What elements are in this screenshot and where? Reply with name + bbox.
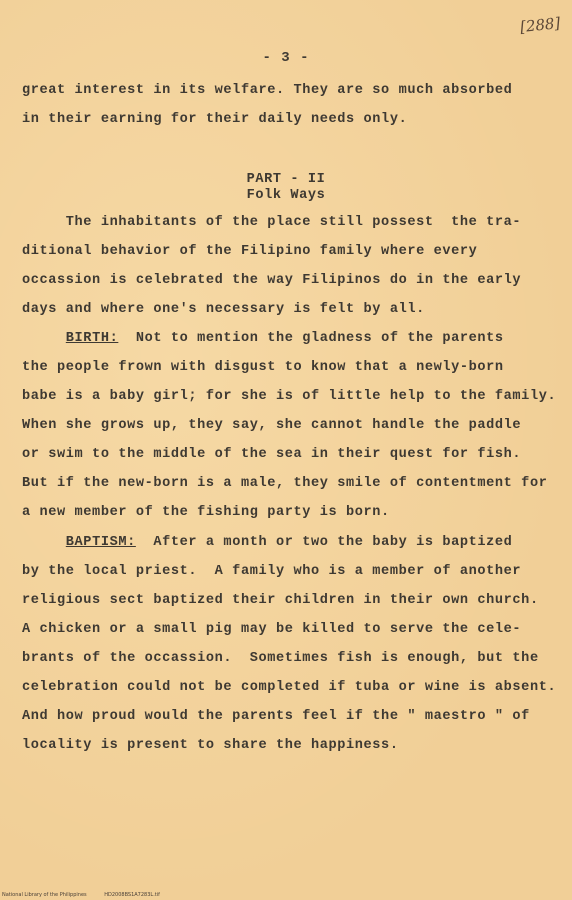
page-number: - 3 - [262,50,310,66]
paragraph-line: And how proud would the parents feel if the " maestro " of [22,709,530,724]
paragraph-line: A chicken or a small pig may be killed to serve the cele- [22,622,522,637]
intro-line: in their earning for their daily needs only. [22,112,408,127]
paragraph-line: a new member of the fishing party is born. [22,505,390,520]
paragraph-line: brants of the occassion. Sometimes fish is enough, but the [22,651,539,666]
paragraph-line: religious sect baptized their children in their own church. [22,593,539,608]
birth-label: BIRTH: [65,331,119,346]
paragraph-line: days and where one's necessary is felt by all. [22,302,425,317]
scan-footer [2,892,176,898]
paragraph-line: celebration could not be completed if tuba or wine is absent. [22,680,557,695]
baptism-first-line [22,535,512,550]
paragraph-line: by the local priest. A family who is a member of another [22,564,522,579]
paragraph-line: or swim to the middle of the sea in their quest for fish. [22,447,522,462]
file-id: HD2008BS1A7283L.tif [104,892,160,898]
intro-line: great interest in its welfare. They are so much absorbed [22,83,513,98]
library-credit: National Library of the Philippines [2,892,87,898]
birth-first-line [22,331,504,346]
handwritten-page-annotation: [288] [518,13,561,37]
paragraph-line: the people frown with disgust to know that a newly-born [22,360,504,375]
paragraph-line: occassion is celebrated the way Filipinos do in the early [22,273,522,288]
paragraph-line: babe is a baby girl; for she is of little help to the family. [22,389,557,404]
part-subtitle: Folk Ways [246,188,326,203]
paragraph-line: locality is present to share the happiness. [22,738,399,753]
paragraph-line: But if the new-born is a male, they smile of contentment for [22,476,548,491]
paragraph-line: ditional behavior of the Filipino family where every [22,244,478,259]
birth-first-line-text: Not to mention the gladness of the parents [118,331,504,346]
baptism-label: BAPTISM: [65,535,136,550]
baptism-first-line-text: After a month or two the baby is baptized [135,535,513,550]
paragraph-line: When she grows up, they say, she cannot handle the paddle [22,418,522,433]
part-title: PART - II [246,172,326,187]
paragraph-line: The inhabitants of the place still possest the tra- [22,215,522,230]
